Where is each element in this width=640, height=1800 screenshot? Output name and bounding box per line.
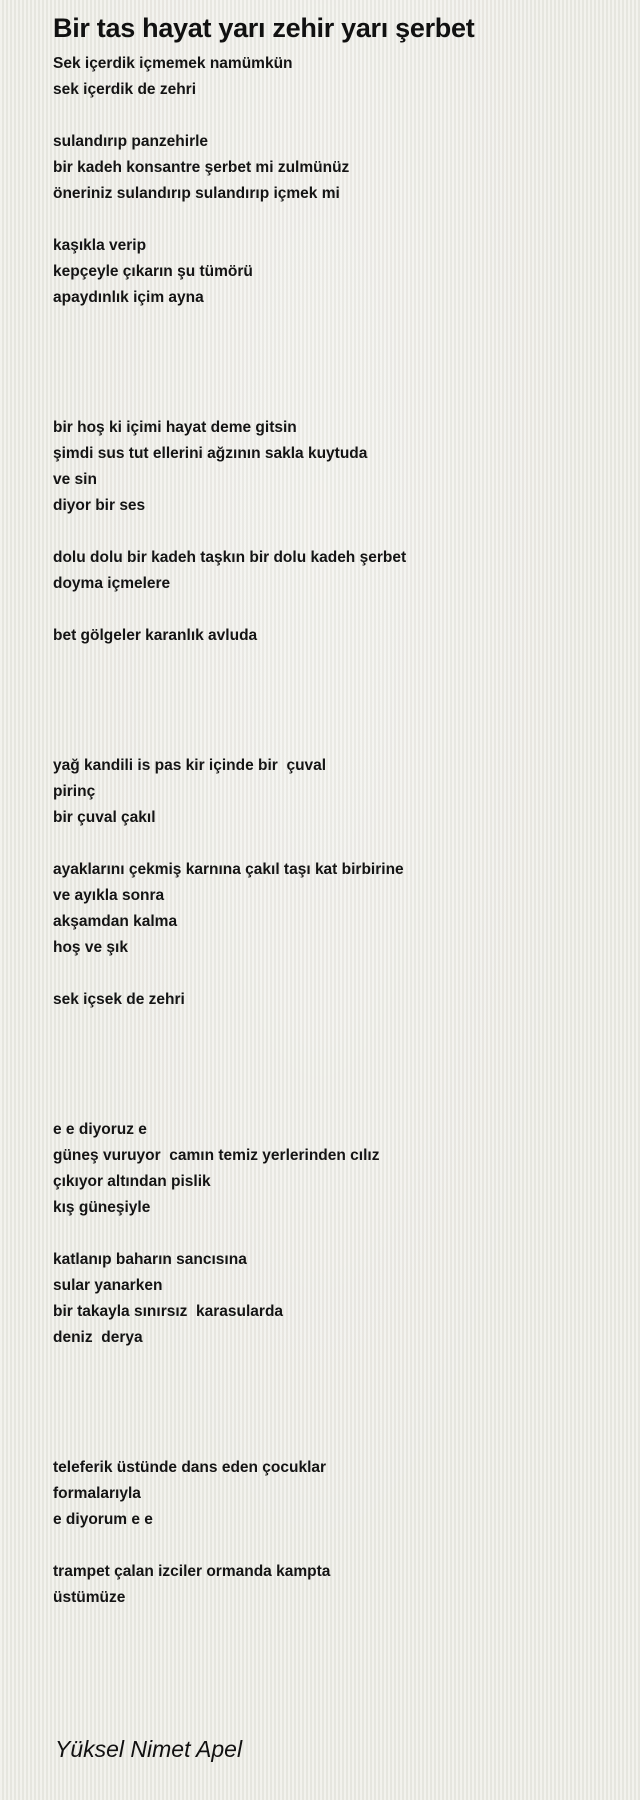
stanza-gap	[53, 961, 613, 987]
poem-stanza	[53, 233, 613, 311]
poem-stanza	[53, 51, 613, 103]
poem-line: e diyorum e e	[53, 1511, 153, 1528]
stanza-gap	[53, 207, 613, 233]
poem-stanza	[53, 623, 613, 649]
poem-line: şimdi sus tut ellerini ağzının sakla kuytuda	[53, 445, 368, 462]
poem-author: Yüksel Nimet Apel	[55, 1736, 243, 1762]
poem-line: e e diyoruz e	[53, 1121, 147, 1138]
poem-stanza	[53, 129, 613, 207]
stanza-gap	[53, 311, 613, 415]
poem-line: kaşıkla verip	[53, 237, 147, 254]
poem-line: formalarıyla	[53, 1485, 141, 1502]
stanza-gap	[53, 1533, 613, 1559]
poem-line: bir kadeh konsantre şerbet mi zulmünüz	[53, 159, 350, 176]
poem-body	[53, 51, 613, 1611]
poem-line: öneriniz sulandırıp sulandırıp içmek mi	[53, 185, 340, 202]
stanza-gap	[53, 1221, 613, 1247]
poem-stanza	[53, 1117, 613, 1221]
stanza-gap	[53, 103, 613, 129]
poem-line: bir çuval çakıl	[53, 809, 156, 826]
poem-line: yağ kandili is pas kir içinde bir çuval	[53, 757, 327, 774]
poem-line: bir hoş ki içimi hayat deme gitsin	[53, 419, 297, 436]
poem-line: kepçeyle çıkarın şu tümörü	[53, 263, 253, 280]
stanza-gap	[53, 597, 613, 623]
poem-line: kış güneşiyle	[53, 1199, 151, 1216]
poem-line: bet gölgeler karanlık avluda	[53, 627, 258, 644]
poem-line: üstümüze	[53, 1589, 126, 1606]
poem-line: sulandırıp panzehirle	[53, 133, 209, 150]
poem-stanza	[53, 857, 613, 961]
poem-line: sek içerdik de zehri	[53, 81, 197, 98]
poem-line: akşamdan kalma	[53, 913, 178, 930]
poem-stanza	[53, 545, 613, 597]
poem-line: diyor bir ses	[53, 497, 146, 514]
poem-line: ve ayıkla sonra	[53, 887, 165, 904]
poem-line: güneş vuruyor camın temiz yerlerinden cılız	[53, 1147, 380, 1164]
poem-line: teleferik üstünde dans eden çocuklar	[53, 1459, 327, 1476]
poem-stanza	[53, 753, 613, 831]
stanza-gap	[53, 1013, 613, 1117]
poem-line: ve sin	[53, 471, 97, 488]
stanza-gap	[53, 649, 613, 753]
poem-line: trampet çalan izciler ormanda kampta	[53, 1563, 331, 1580]
poem-title: Bir tas hayat yarı zehir yarı şerbet	[53, 13, 475, 43]
poem-line: çıkıyor altından pislik	[53, 1173, 211, 1190]
poem-stanza	[53, 1247, 613, 1351]
poem-stanza	[53, 415, 613, 519]
poem-line: apaydınlık içim ayna	[53, 289, 204, 306]
poem-line: pirinç	[53, 783, 96, 800]
poem-line: hoş ve şık	[53, 939, 128, 956]
poem-line: Sek içerdik içmemek namümkün	[53, 55, 293, 72]
poem-stanza	[53, 987, 613, 1013]
poem-line: sek içsek de zehri	[53, 991, 185, 1008]
poem-stanza	[53, 1455, 613, 1533]
stanza-gap	[53, 519, 613, 545]
poem-line: bir takayla sınırsız karasularda	[53, 1303, 284, 1320]
poem-line: katlanıp baharın sancısına	[53, 1251, 247, 1268]
stanza-gap	[53, 1351, 613, 1455]
poem-line: ayaklarını çekmiş karnına çakıl taşı kat birbirine	[53, 861, 404, 878]
poem-line: dolu dolu bir kadeh taşkın bir dolu kadeh şerbet	[53, 549, 407, 566]
poem-stanza	[53, 1559, 613, 1611]
poem-line: doyma içmelere	[53, 575, 171, 592]
poem-line: deniz derya	[53, 1329, 143, 1346]
poem-line: sular yanarken	[53, 1277, 163, 1294]
stanza-gap	[53, 831, 613, 857]
